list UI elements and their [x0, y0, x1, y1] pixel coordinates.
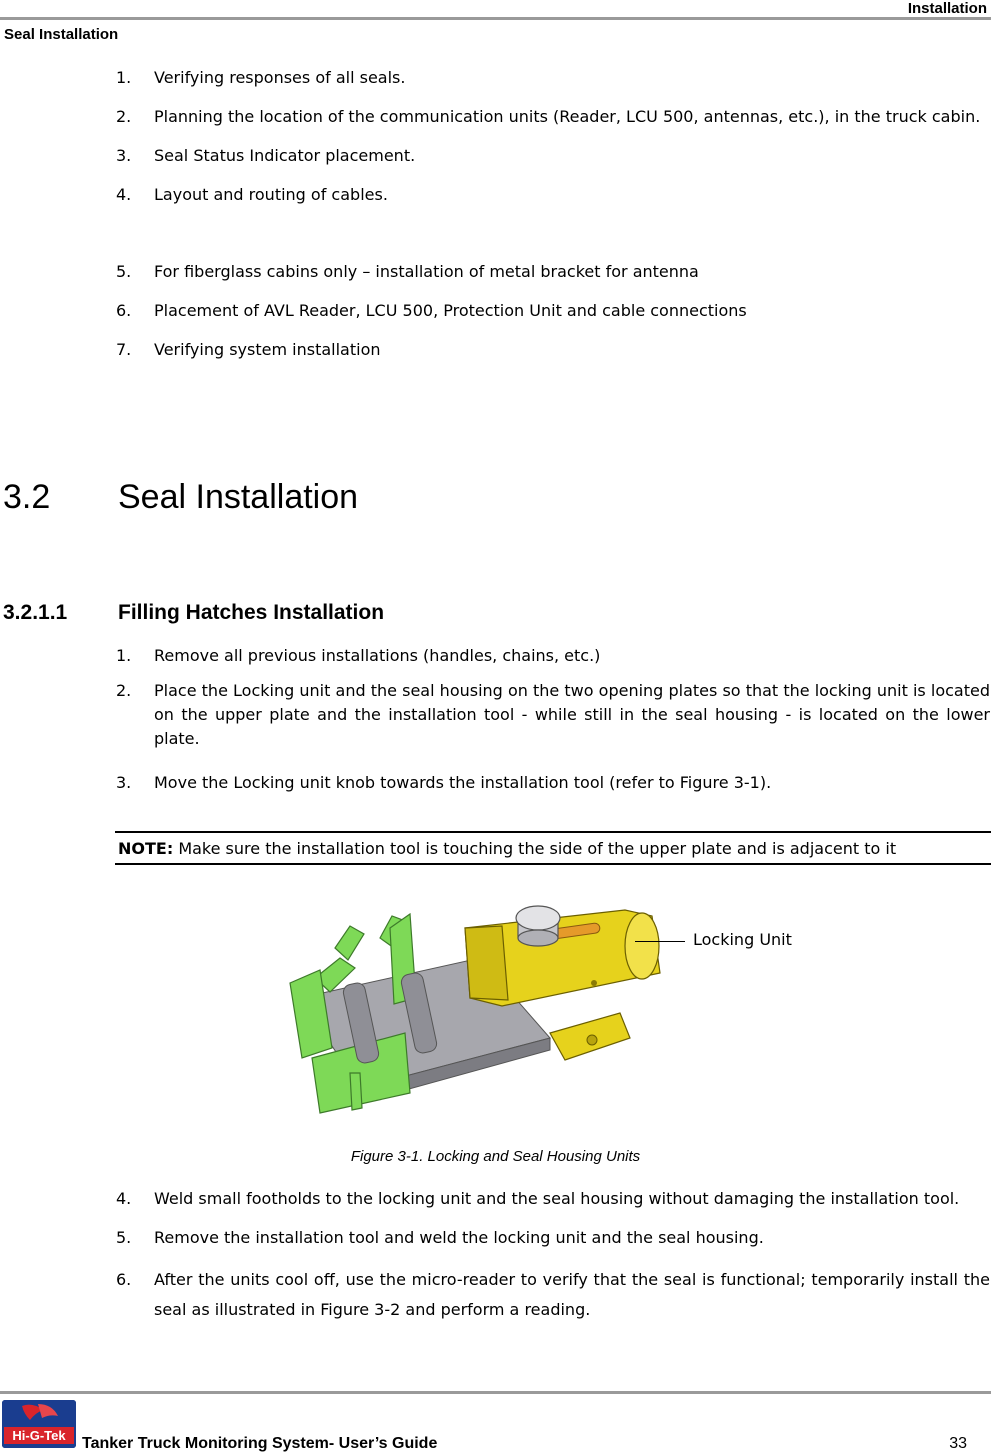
- list-item: [116, 1187, 990, 1211]
- note-box: [115, 831, 991, 865]
- running-header-chapter: Installation: [907, 0, 987, 17]
- list-item-number: 7.: [116, 340, 132, 359]
- steps-list-middle: [116, 644, 990, 795]
- section-title: Seal Installation: [118, 478, 359, 516]
- figure-locking-seal-housing: [280, 888, 710, 1128]
- list-item-text: Seal Status Indicator placement.: [154, 146, 416, 165]
- logo-text: Hi-G-Tek: [12, 1428, 66, 1443]
- list-item-number: 6.: [116, 301, 132, 320]
- list-item: [116, 679, 990, 751]
- list-item-text: Verifying system installation: [154, 340, 381, 359]
- subsection-title: Filling Hatches Installation: [118, 601, 385, 624]
- list-item: [116, 1226, 990, 1250]
- list-item-number: 1.: [116, 68, 132, 87]
- figure-caption: Figure 3-1. Locking and Seal Housing Units: [350, 1148, 641, 1165]
- list-item: [116, 144, 990, 168]
- list-item: [116, 771, 990, 795]
- steps-list-top: [116, 66, 990, 362]
- list-item-text: After the units cool off, use the micro-reader to verify that the seal is functional; temporarily install the seal as illustrated in Figure 3-2 and perform a reading.: [154, 1270, 990, 1319]
- list-item-text: Layout and routing of cables.: [154, 185, 388, 204]
- list-item-number: 2.: [116, 107, 132, 126]
- list-item-number: 6.: [116, 1270, 132, 1289]
- page-number: 33: [949, 1435, 967, 1452]
- list-item-number: 4.: [116, 185, 132, 204]
- header-divider: [0, 17, 991, 20]
- subsection-number: 3.2.1.1: [3, 601, 68, 624]
- list-item-number: 5.: [116, 262, 132, 281]
- note-label: NOTE:: [118, 839, 174, 858]
- running-header-section: Seal Installation: [4, 26, 119, 43]
- locking-seal-housing-illustration: [280, 888, 710, 1128]
- company-logo: [2, 1400, 76, 1448]
- list-item: [116, 299, 990, 323]
- list-item-text: Weld small footholds to the locking unit and the seal housing without damaging the installation tool.: [154, 1189, 960, 1208]
- list-item-number: 5.: [116, 1228, 132, 1247]
- list-item-number: 3.: [116, 146, 132, 165]
- list-item: [116, 260, 990, 284]
- list-item-text: Place the Locking unit and the seal housing on the two opening plates so that the locking unit is located on the upper plate and the installation tool - while still in the seal housing - is located on the lower plate.: [154, 681, 990, 748]
- list-item: [116, 183, 990, 207]
- list-item-number: 2.: [116, 681, 132, 700]
- footer-document-title: Tanker Truck Monitoring System- User’s Guide: [82, 1435, 438, 1452]
- list-item-text: Remove all previous installations (handles, chains, etc.): [154, 646, 601, 665]
- list-item: [116, 644, 990, 668]
- list-item: [116, 1265, 990, 1325]
- list-item-text: Move the Locking unit knob towards the installation tool (refer to Figure 3-1).: [154, 773, 772, 792]
- steps-list-bottom: [116, 1187, 990, 1325]
- list-item-text: Verifying responses of all seals.: [154, 68, 406, 87]
- list-item-text: Planning the location of the communication units (Reader, LCU 500, antennas, etc.), in the truck cabin.: [154, 107, 981, 126]
- footer-divider: [0, 1391, 991, 1394]
- list-item-number: 4.: [116, 1189, 132, 1208]
- callout-leader-line: [635, 941, 685, 942]
- list-item-number: 1.: [116, 646, 132, 665]
- note-text: Make sure the installation tool is touching the side of the upper plate and is adjacent to it: [173, 839, 897, 858]
- hi-g-tek-logo-icon: [2, 1400, 76, 1448]
- list-item-text: For fiberglass cabins only – installation of metal bracket for antenna: [154, 262, 699, 281]
- list-item-number: 3.: [116, 773, 132, 792]
- list-item: [116, 66, 990, 90]
- list-item: [116, 338, 990, 362]
- list-item-text: Remove the installation tool and weld the locking unit and the seal housing.: [154, 1228, 764, 1247]
- list-item-text: Placement of AVL Reader, LCU 500, Protection Unit and cable connections: [154, 301, 747, 320]
- list-item: [116, 105, 990, 129]
- subsection-heading: [3, 601, 384, 625]
- section-heading: [3, 478, 358, 517]
- section-number: 3.2: [3, 478, 51, 516]
- figure-callout-label: Locking Unit: [693, 930, 792, 949]
